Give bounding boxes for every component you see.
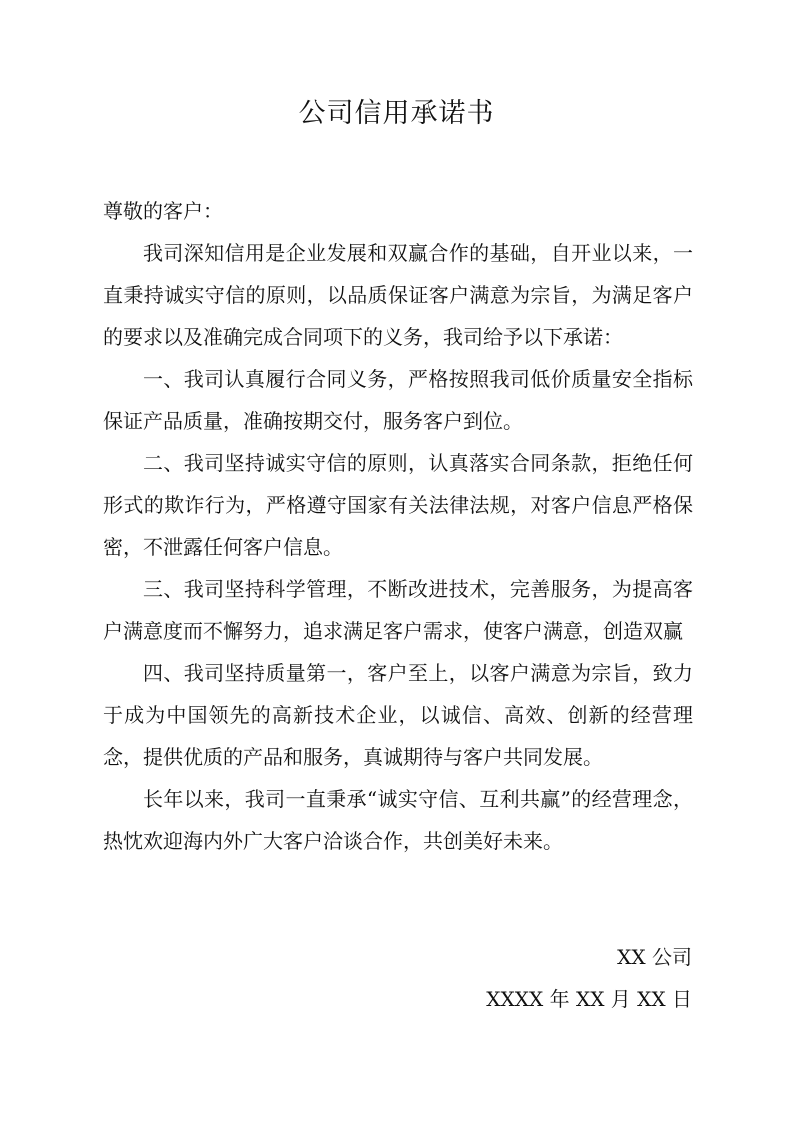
greeting: 尊敬的客户： (103, 199, 223, 223)
paragraph-intro: 我司深知信用是企业发展和双赢合作的基础，自开业以来，一直秉持诚实守信的原则，以品质保证客户满意为宗旨，为满足客户的要求以及准确完成合同项下的义务，我司给予以下承诺： (103, 241, 693, 349)
paragraph-commitment-2: 二、我司坚持诚实守信的原则，认真落实合同条款，拒绝任何形式的欺诈行为，严格遵守国家有关法律法规，对客户信息严格保密，不泄露任何客户信息。 (103, 451, 693, 559)
document-body (103, 190, 693, 862)
paragraph-commitment-4: 四、我司坚持质量第一，客户至上，以客户满意为宗旨，致力于成为中国领先的高新技术企业，以诚信、高效、创新的经营理念，提供优质的产品和服务，真诚期待与客户共同发展。 (103, 661, 693, 769)
signature-date: XXXX 年 XX 月 XX 日 (486, 987, 692, 1011)
paragraph-commitment-3: 三、我司坚持科学管理，不断改进技术，完善服务，为提高客户满意度而不懈努力，追求满足客户需求，使客户满意，创造双赢 (103, 577, 693, 643)
company-name: XX 公司 (617, 945, 692, 969)
paragraph-commitment-1: 一、我司认真履行合同义务，严格按照我司低价质量安全指标保证产品质量，准确按期交付，服务客户到位。 (103, 367, 693, 433)
document-title: 公司信用承诺书 (298, 98, 495, 129)
paragraph-closing: 长年以来，我司一直秉承“诚实守信、互利共赢”的经营理念，热忱欢迎海内外广大客户洽谈合作，共创美好未来。 (103, 787, 693, 853)
signature-block (486, 936, 692, 1020)
